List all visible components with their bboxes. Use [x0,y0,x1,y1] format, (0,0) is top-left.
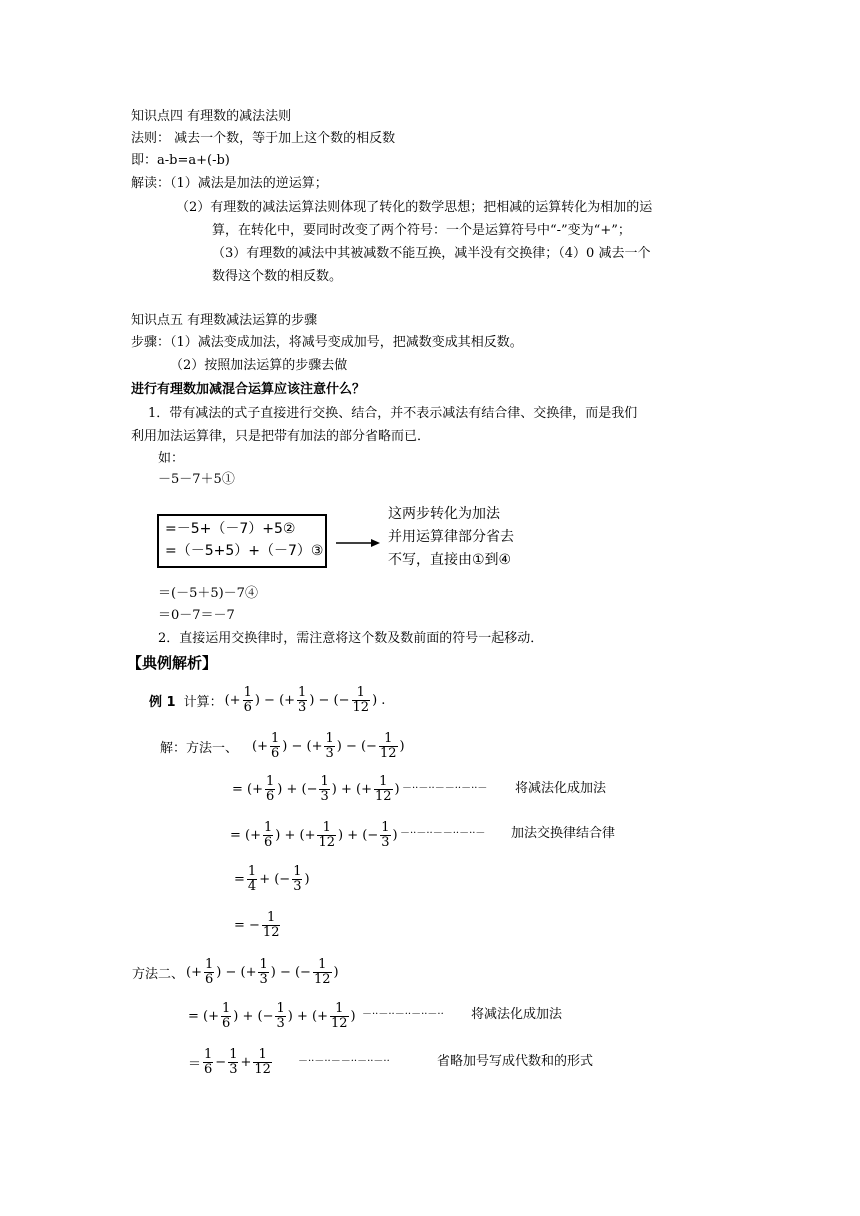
box-line-2: =（－5+5）+（－7）③ [165,543,324,559]
method2-line-2: ＝ $\frac{1}{6}$ − $\frac{1}{3}$ + $\frac{1}{12}$ [188,1046,271,1077]
note-1: 这两步转化为加法 [388,506,500,522]
section-title: 【典例解析】 [127,654,218,672]
box-line-1: =－5+（－7）+5② [165,521,296,537]
method2-line-0: 方法二、 (+ $\frac{1}{6}$ ) − (+ $\frac{1}{3}$ ) − (− $\frac{1}{12}$ ) [132,956,339,987]
mixed-heading: 进行有理数加减混合运算应该注意什么？ [131,382,366,397]
mixed-p1a: 1．带有减法的式子直接进行交换、结合，并不表示减法有结合律、交换律，而是我们 [148,406,638,421]
dash-leader-3: －··－··－··－··－·· [362,1009,444,1020]
mixed-eg: 如： [158,451,185,466]
kp4-interp-2b: 算，在转化中，要同时改变了两个符号：一个是运算符号中“-”变为“+”； [212,223,631,238]
compute-label: 计算： [183,694,223,710]
comment-b: 加法交换律结合律 [511,826,616,841]
dash-leader-4: －··－··－－··－··－·· [298,1056,390,1067]
mixed-p2: 2．直接运用交换律时，需注意将这个数及数前面的符号一起移动． [158,631,544,646]
mixed-expr5: ＝0－7＝－7 [158,608,235,623]
solution-line-4: = − $\frac{1}{12}$ [234,909,280,940]
note-2: 并用运算律部分省去 [388,529,514,545]
dash-leader-2: －··－··－－··－··－ [400,828,486,839]
kp5-step2: （2）按照加法运算的步骤去做 [170,358,348,373]
mixed-expr1: －5－7＋5① [158,472,235,487]
dash-leader-1: －··－··－－··－··－ [402,783,488,794]
solution-line-0: 解：方法一、 (+ $\frac{1}{6}$ ) − (+ $\frac{1}{3}$ ) − (− $\frac{1}{12}$ ) [160,730,405,761]
solution-label: 解：方法一、 [160,740,239,756]
kp4-interp-3b: 数得这个数的相反数。 [212,269,343,284]
example-1-statement: 例 1 计算： (+ $\frac{1}{6}$ ) − (+ $\frac{1}{3}$ ) − (− $\frac{1}{12}$ ) . [149,684,386,715]
kp4-title: 知识点四 有理数的减法法则 [131,109,292,124]
comment-a: 将减法化成加法 [515,781,607,796]
comment-c: 将减法化成加法 [471,1007,563,1022]
kp5-step1: 步骤：（1）减法变成加法，将减号变成加号，把减数变成其相反数。 [131,335,523,350]
kp5-title: 知识点五 有理数减法运算的步骤 [131,313,318,328]
solution-line-1: = (+ $\frac{1}{6}$ ) + (− $\frac{1}{3}$ ) + (+ $\frac{1}{12}$ ) [232,773,400,804]
note-3: 不写，直接由①到④ [388,552,512,568]
method2-line-1: = (+ $\frac{1}{6}$ ) + (− $\frac{1}{3}$ ) + (+ $\frac{1}{12}$ ) [188,1000,356,1031]
kp4-interp-2a: （2）有理数的减法运算法则体现了转化的数学思想；把相减的运算转化为相加的运 [176,200,653,215]
kp4-formula: 即：a-b=a+(-b) [131,153,230,168]
mixed-p1b: 利用加法运算律，只是把带有加法的部分省略而已． [131,429,431,444]
kp4-interp-3a: （3）有理数的减法中其被减数不能互换，减半没有交换律；（4）0 减去一个 [212,246,651,261]
arrow-right-icon [336,537,380,549]
method2-label: 方法二、 [132,966,185,982]
solution-line-3: = $\frac{1}{4}$ + (− $\frac{1}{3}$ ) [234,863,310,894]
conversion-box [157,514,327,568]
comment-d: 省略加号写成代数和的形式 [437,1054,594,1069]
kp4-interp-1: 解读：（1）减法是加法的逆运算； [131,176,328,191]
kp4-rule: 法则： 减去一个数，等于加上这个数的相反数 [131,131,396,146]
mixed-expr4: ＝(－5＋5)－7④ [158,586,258,601]
example-label: 例 1 [149,694,176,710]
solution-line-2: = (+ $\frac{1}{6}$ ) + (+ $\frac{1}{12}$ ) + (− $\frac{1}{3}$ ) [230,819,398,850]
